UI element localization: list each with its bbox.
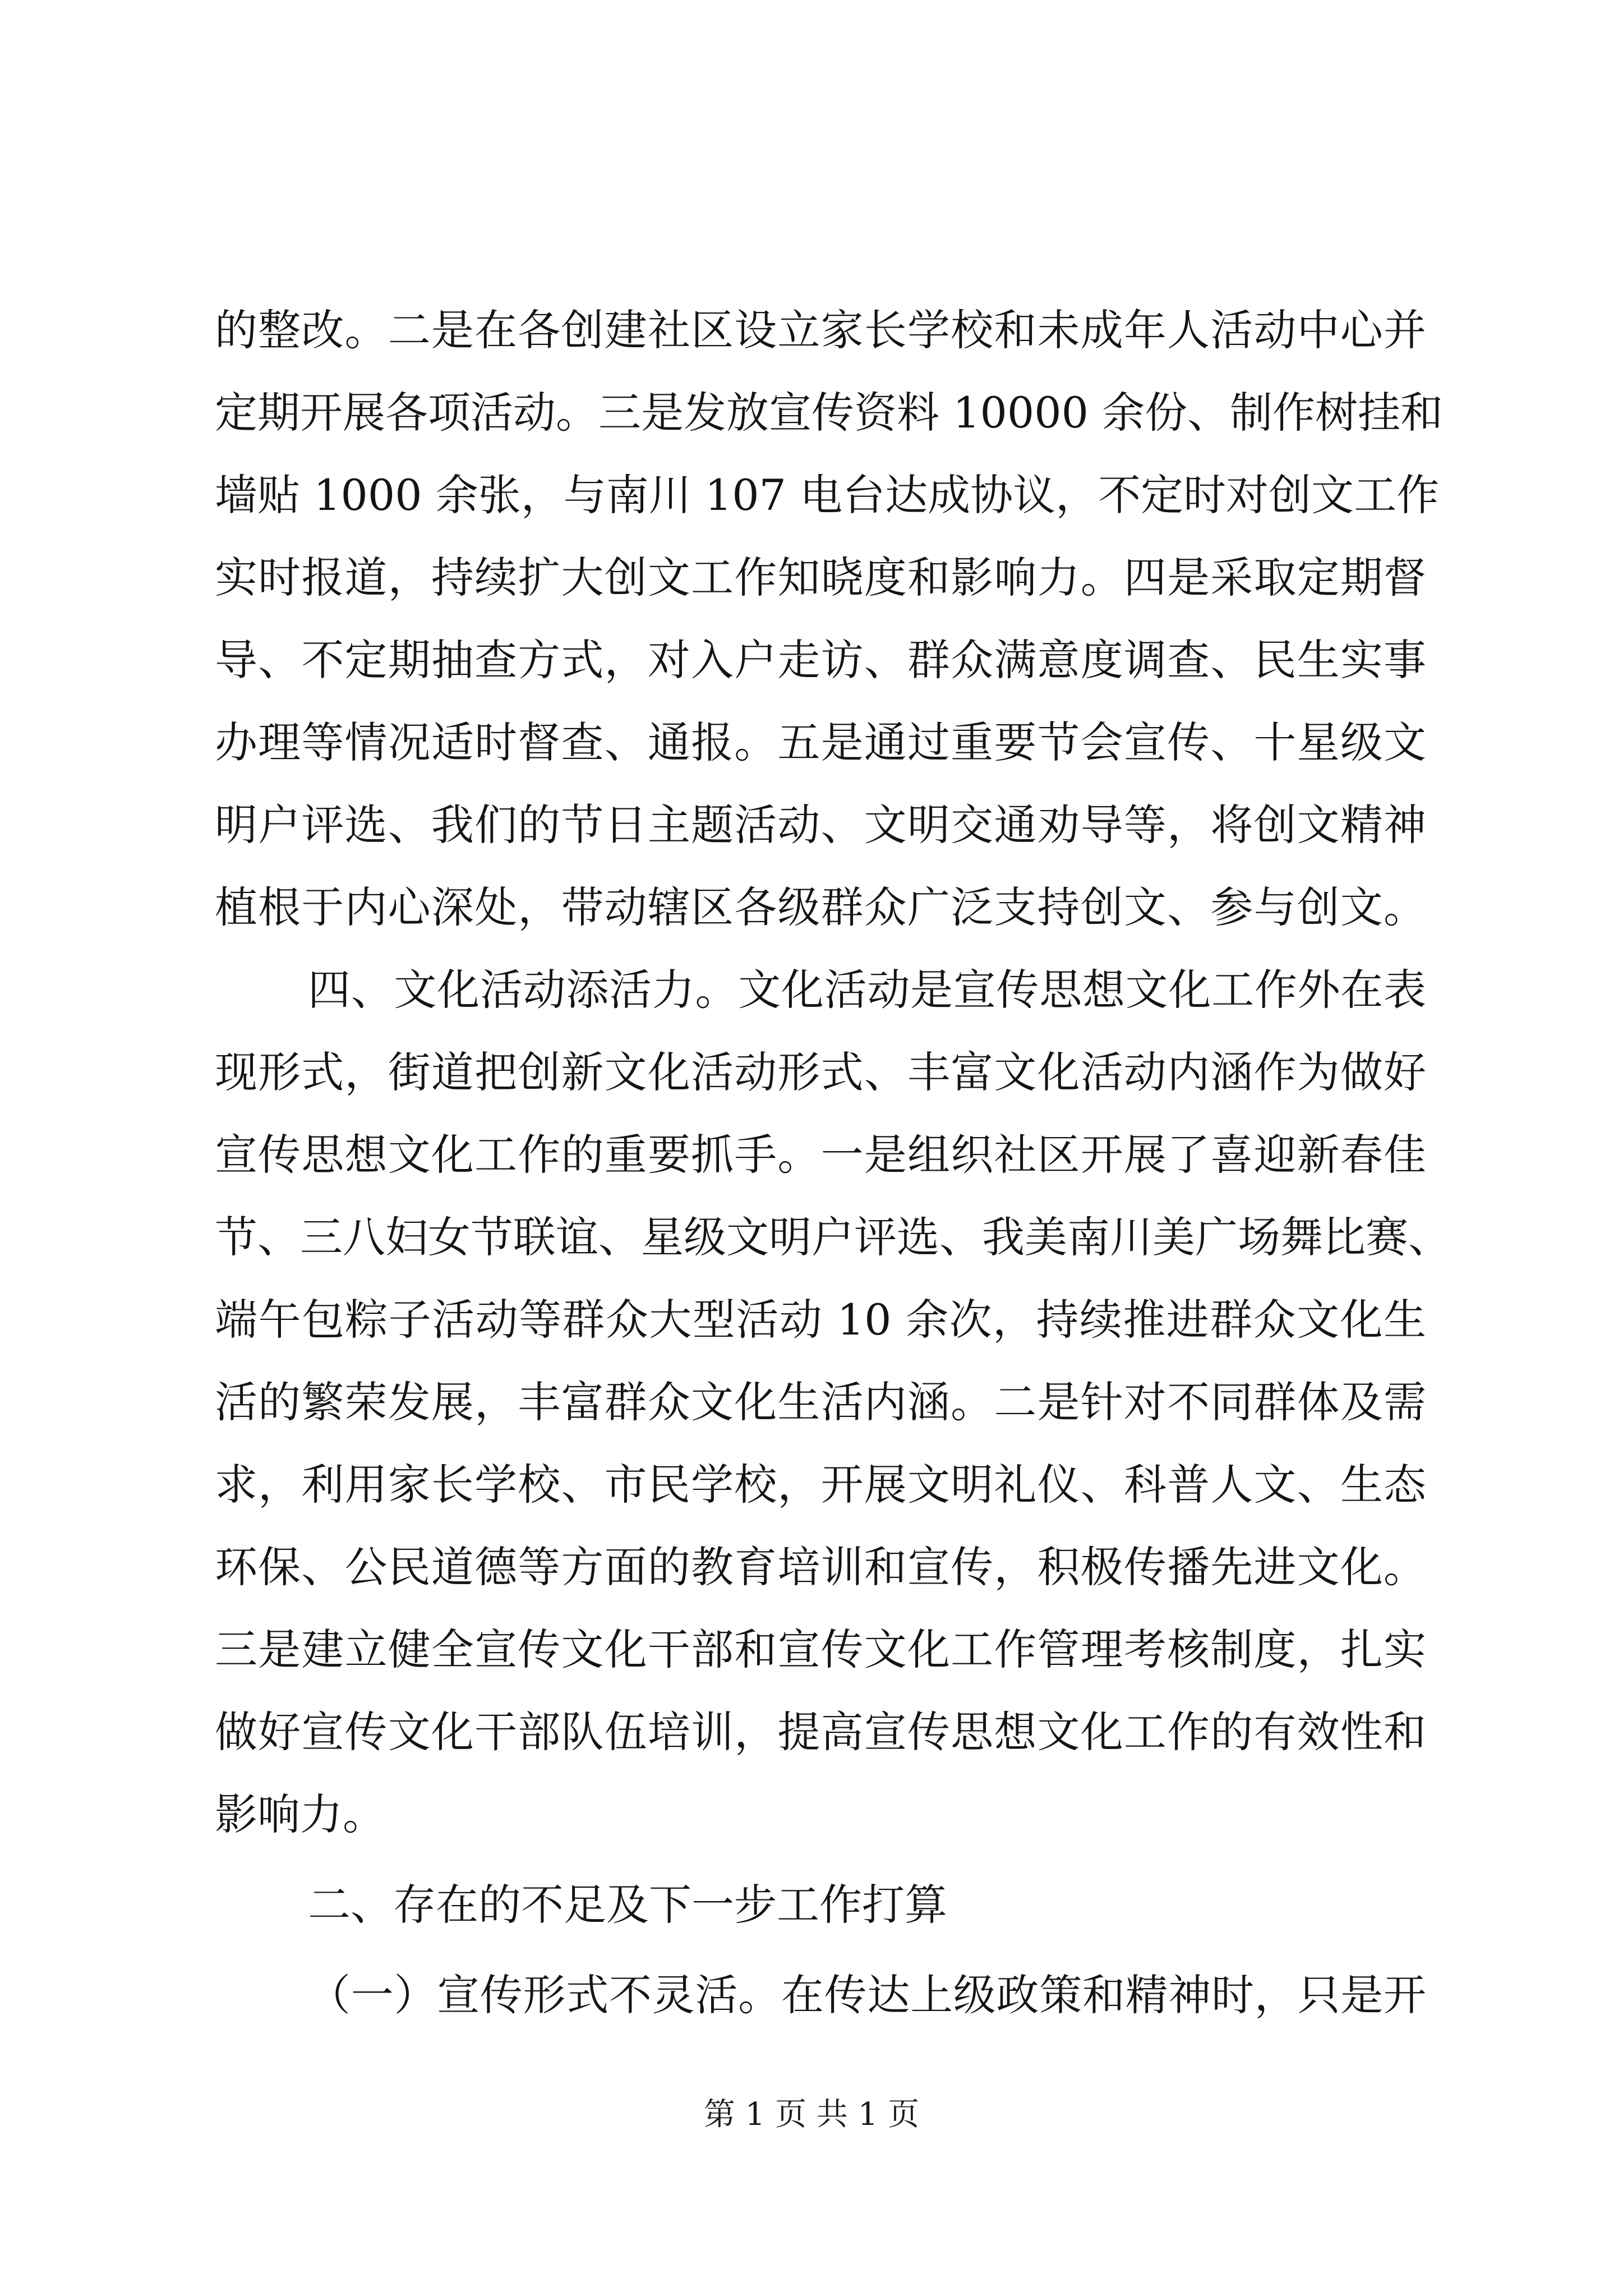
text-line: 环保、公民道德等方面的教育培训和宣传，积极传播先进文化。 <box>215 1542 1426 1592</box>
text-line: 导、不定期抽查方式，对入户走访、群众满意度调查、民生实事 <box>215 635 1426 685</box>
text-line: 墙贴 1000 余张，与南川 107 电台达成协议，不定时对创文工作 <box>215 470 1440 520</box>
subsection-line: （一）宣传形式不灵活。在传达上级政策和精神时，只是开 <box>308 1970 1426 2020</box>
text-line: 实时报道，持续扩大创文工作知晓度和影响力。四是采取定期督 <box>215 553 1426 602</box>
text-line: 活的繁荣发展，丰富群众文化生活内涵。二是针对不同群体及需 <box>215 1377 1426 1427</box>
text-line: 影响力。 <box>215 1789 385 1839</box>
text-line: 做好宣传文化干部队伍培训，提高宣传思想文化工作的有效性和 <box>215 1707 1426 1757</box>
section-heading: 二、存在的不足及下一步工作打算 <box>308 1880 947 1930</box>
text-line: 植根于内心深处，带动辖区各级群众广泛支持创文、参与创文。 <box>215 882 1426 932</box>
page-footer: 第 1 页 共 1 页 <box>703 2096 920 2133</box>
document-body <box>215 289 1451 2036</box>
text-line: 定期开展各项活动。三是发放宣传资料 10000 余份、制作树挂和 <box>215 388 1444 438</box>
text-line: 三是建立健全宣传文化干部和宣传文化工作管理考核制度，扎实 <box>215 1625 1426 1674</box>
section-heading-line: 四、文化活动添活力。文化活动是宣传思想文化工作外在表 <box>308 965 1426 1015</box>
text-line: 办理等情况适时督查、通报。五是通过重要节会宣传、十星级文 <box>215 717 1426 767</box>
text-line: 求，利用家长学校、市民学校，开展文明礼仪、科普人文、生态 <box>215 1460 1426 1510</box>
text-line: 现形式，街道把创新文化活动形式、丰富文化活动内涵作为做好 <box>215 1047 1426 1097</box>
text-line: 端午包粽子活动等群众大型活动 10 余次，持续推进群众文化生 <box>215 1295 1426 1345</box>
text-line: 宣传思想文化工作的重要抓手。一是组织社区开展了喜迎新春佳 <box>215 1130 1426 1180</box>
text-line: 的整改。二是在各创建社区设立家长学校和未成年人活动中心并 <box>215 305 1426 355</box>
text-line: 节、三八妇女节联谊、星级文明户评选、我美南川美广场舞比赛、 <box>215 1212 1451 1262</box>
text-line: 明户评选、我们的节日主题活动、文明交通劝导等，将创文精神 <box>215 800 1426 850</box>
